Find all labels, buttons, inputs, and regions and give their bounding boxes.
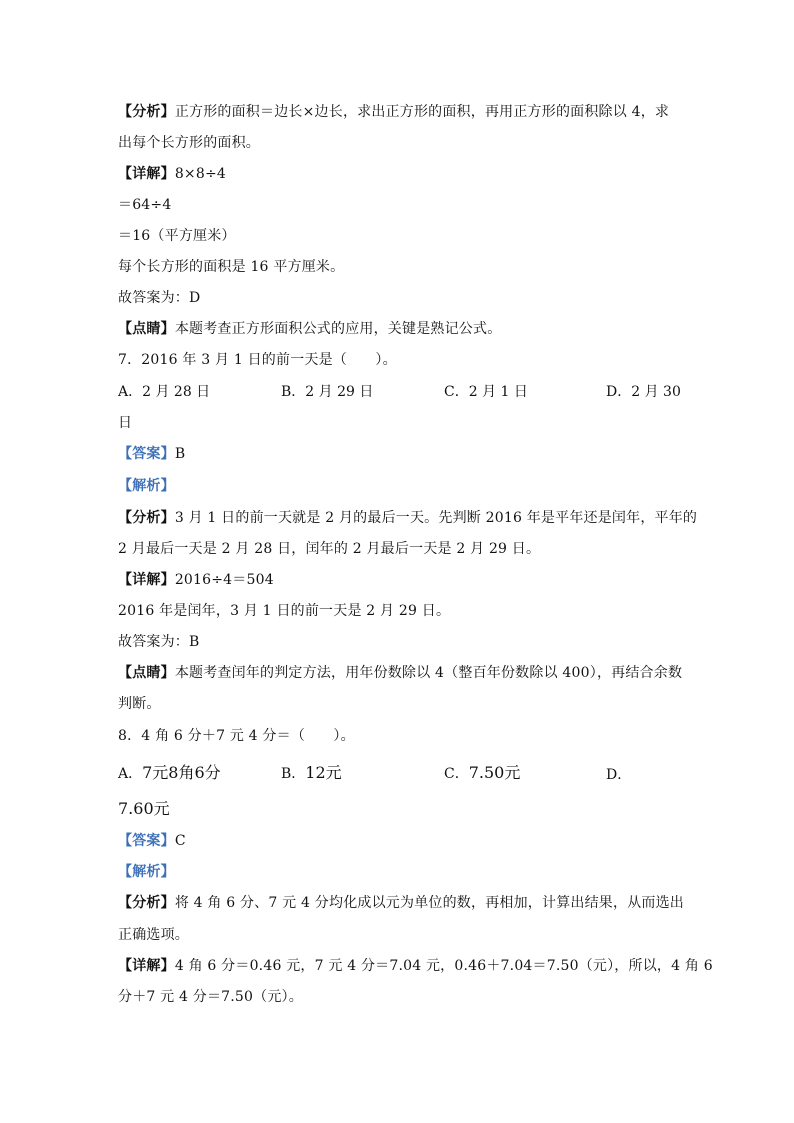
- final-answer: 故答案为：D: [118, 290, 201, 306]
- q8-option-c-value: 7.50元: [468, 763, 521, 782]
- q7-answer-line: [118, 445, 185, 463]
- q7-option-b: B．2 月 29 日: [281, 384, 374, 400]
- analysis-tag: 【分析】: [118, 104, 175, 120]
- q7-analysis-tag: 【解析】: [118, 478, 175, 494]
- q8-answer-line: [118, 832, 186, 850]
- q8-option-a-value: 7元8角6分: [142, 763, 221, 782]
- q7-analysis-continuation: 2 月最后一天是 2 月 28 日，闰年的 2 月最后一天是 2 月 29 日。: [118, 541, 541, 557]
- detail-tag: 【详解】: [118, 166, 175, 182]
- comment-text: 本题考查正方形面积公式的应用，关键是熟记公式。: [174, 321, 502, 337]
- q8-xj-tag: 【详解】: [118, 958, 175, 974]
- q7-dj-text: 本题考查闰年的判定方法，用年份数除以 4（整百年份数除以 400），再结合余数: [174, 665, 683, 681]
- q7-option-c: C．2 月 1 日: [444, 384, 528, 400]
- q7-comment-line: [118, 664, 682, 682]
- q7-detail-line: [118, 571, 274, 589]
- q7-final-answer: 故答案为：B: [118, 634, 200, 650]
- q8-xj-text: 4 角 6 分＝0.46 元，7 元 4 分＝7.04 元，0.46＋7.04＝7.50（元），所以，4 角 6: [174, 958, 713, 974]
- q8-option-b-value: 12元: [305, 763, 342, 782]
- q8-option-d-label: D．: [606, 767, 632, 783]
- q8-analysis-continuation: 正确选项。: [118, 927, 189, 943]
- q8-option-d-value: 7.60元: [118, 799, 170, 818]
- q8-answer: C: [174, 833, 186, 849]
- result-statement: 每个长方形的面积是 16 平方厘米。: [118, 259, 345, 275]
- q8-fx-text: 将 4 角 6 分、7 元 4 分均化成以元为单位的数，再相加，计算出结果，从而选出: [174, 895, 684, 911]
- q7-answer-tag: 【答案】: [118, 446, 175, 462]
- calc-step-2: ＝16（平方厘米）: [118, 228, 236, 244]
- detail-line: [118, 165, 226, 183]
- comment-line: [118, 320, 501, 338]
- q8-option-b-label: B．: [281, 766, 306, 782]
- q8-question: 8．4 角 6 分＋7 元 4 分＝（ ）。: [118, 728, 355, 744]
- calc-step-1: ＝64÷4: [118, 197, 172, 213]
- q7-option-a: A．2 月 28 日: [118, 384, 211, 400]
- q7-question: 7．2016 年 3 月 1 日的前一天是（ ）。: [118, 352, 397, 368]
- detail-text: 8×8÷4: [174, 166, 226, 182]
- q7-option-d-wrap: 日: [118, 415, 133, 431]
- analysis-line: [118, 103, 669, 121]
- comment-tag: 【点睛】: [118, 321, 175, 337]
- q7-fx-tag: 【分析】: [118, 510, 175, 526]
- q8-option-b: [281, 764, 342, 783]
- q7-xj-tag: 【详解】: [118, 572, 175, 588]
- q8-option-c-label: C．: [444, 766, 469, 782]
- analysis-text: 正方形的面积＝边长×边长，求出正方形的面积，再用正方形的面积除以 4，求: [174, 104, 670, 120]
- q8-option-c: [444, 764, 520, 783]
- q7-fx-text: 3 月 1 日的前一天就是 2 月的最后一天。先判断 2016 年是平年还是闰年，平年的: [174, 510, 698, 526]
- q8-option-a-label: A．: [118, 766, 143, 782]
- q7-detail-continuation: 2016 年是闰年，3 月 1 日的前一天是 2 月 29 日。: [118, 603, 451, 619]
- q7-answer: B: [174, 446, 186, 462]
- q7-dj-tag: 【点睛】: [118, 665, 175, 681]
- q7-analysis-line: [118, 509, 697, 527]
- q8-option-a: [118, 764, 221, 783]
- q7-xj-text: 2016÷4＝504: [174, 572, 274, 588]
- q7-comment-continuation: 判断。: [118, 696, 161, 712]
- q8-analysis-tag: 【解析】: [118, 864, 175, 880]
- q8-detail-line: [118, 957, 713, 975]
- q8-analysis-line: [118, 894, 684, 912]
- q8-detail-continuation: 分＋7 元 4 分＝7.50（元）。: [118, 989, 303, 1005]
- q8-fx-tag: 【分析】: [118, 895, 175, 911]
- q8-answer-tag: 【答案】: [118, 833, 175, 849]
- q7-option-d: D．2 月 30: [606, 384, 681, 400]
- analysis-continuation: 出每个长方形的面积。: [118, 135, 260, 151]
